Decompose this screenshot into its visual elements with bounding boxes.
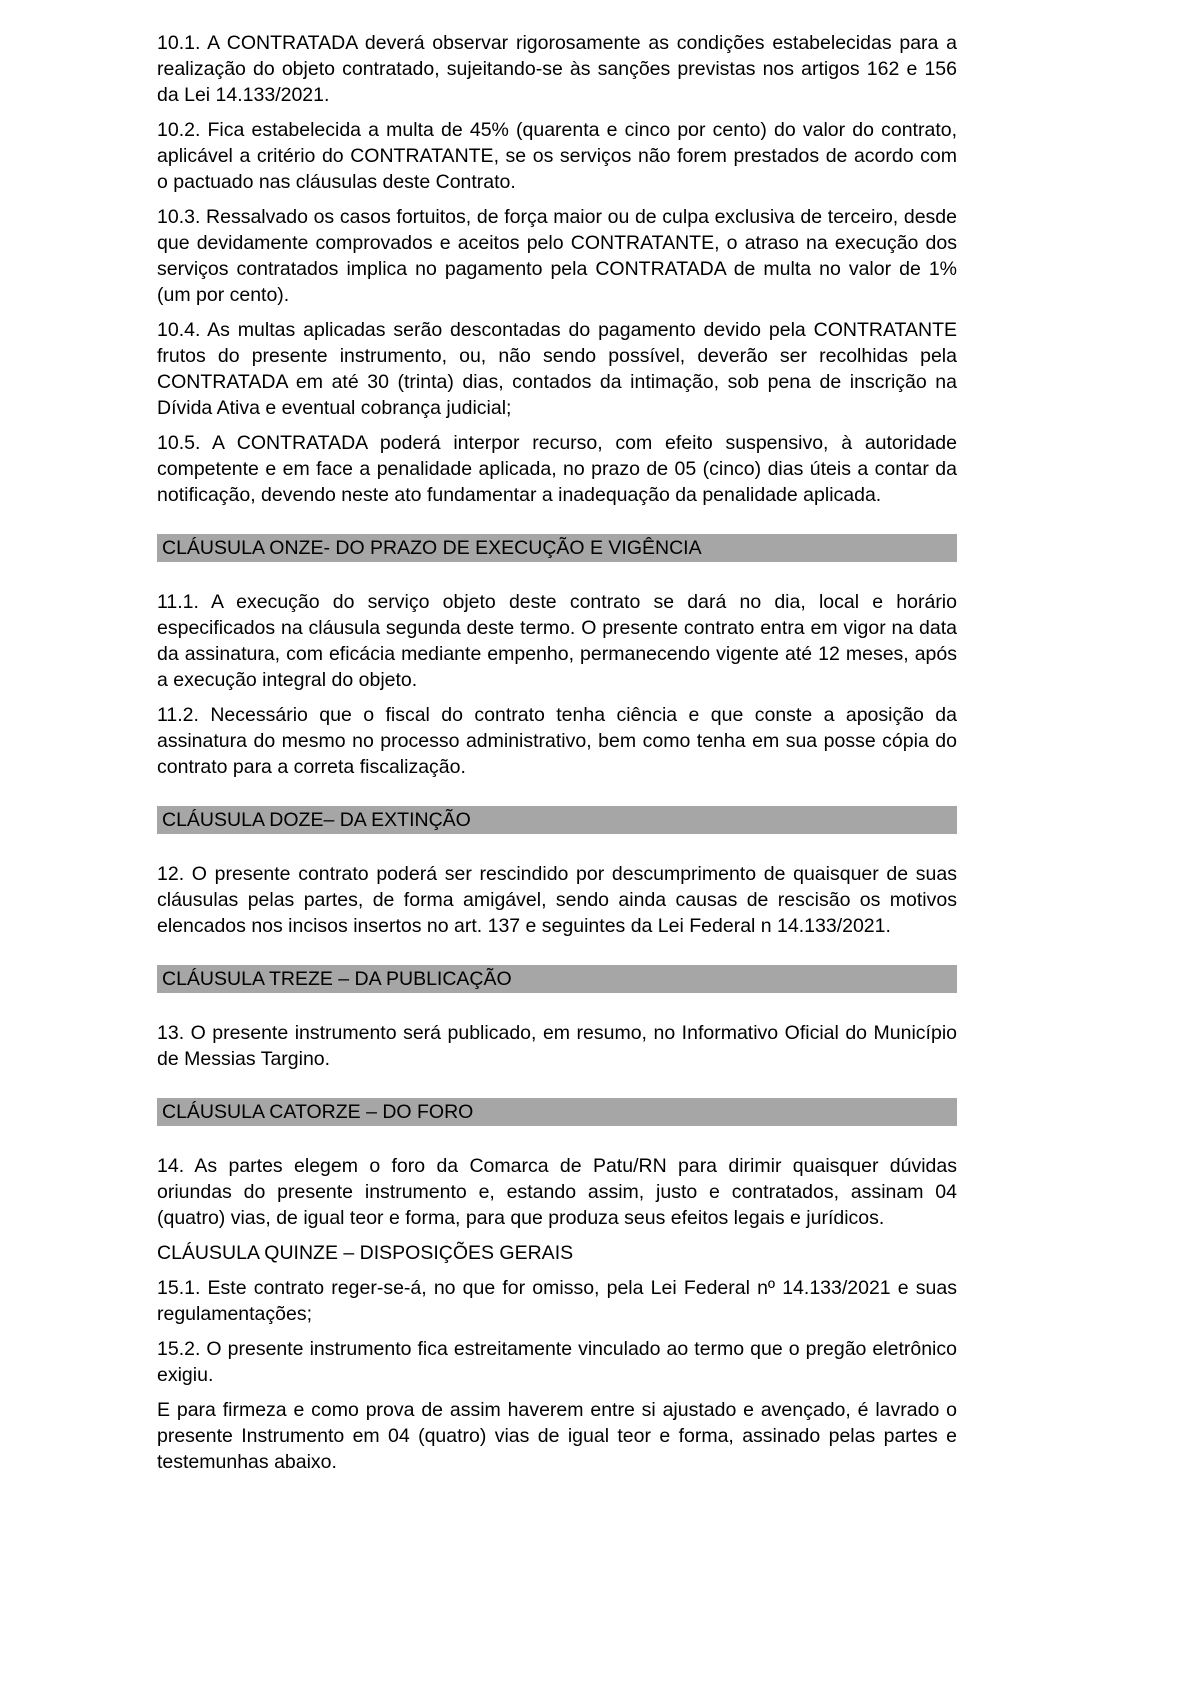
clause-heading-onze: CLÁUSULA ONZE- DO PRAZO DE EXECUÇÃO E VIGÊNCIA	[157, 534, 957, 562]
contract-paragraph-15-1: 15.1. Este contrato reger-se-á, no que for omisso, pela Lei Federal nº 14.133/2021 e suas regulamentações;	[157, 1277, 957, 1325]
contract-paragraph-10-4: 10.4. As multas aplicadas serão descontadas do pagamento devido pela CONTRATANTE frutos do presente instrumento, ou, não sendo possível, deverão ser recolhidas pela CONTRATADA em até 30 (trinta) dias, contados da intimação, sob pena de inscrição na Dívida Ativa e eventual cobrança judicial;	[157, 319, 957, 419]
contract-paragraph-10-1: 10.1. A CONTRATADA deverá observar rigorosamente as condições estabelecidas para a realização do objeto contratado, sujeitando-se às sanções previstas nos artigos 162 e 156 da Lei 14.133/2021.	[157, 32, 957, 106]
contract-paragraph-11-1: 11.1. A execução do serviço objeto deste contrato se dará no dia, local e horário especificados na cláusula segunda deste termo. O presente contrato entra em vigor na data da assinatura, com eficácia mediante empenho, permanecendo vigente até 12 meses, após a execução integral do objeto.	[157, 591, 957, 691]
contract-paragraph-12: 12. O presente contrato poderá ser rescindido por descumprimento de quaisquer de suas cláusulas pelas partes, de forma amigável, sendo ainda causas de rescisão os motivos elencados nos incisos insertos no art. 137 e seguintes da Lei Federal n 14.133/2021.	[157, 863, 957, 937]
clause-heading-treze: CLÁUSULA TREZE – DA PUBLICAÇÃO	[157, 965, 957, 993]
contract-paragraph-closing: E para firmeza e como prova de assim haverem entre si ajustado e avençado, é lavrado o presente Instrumento em 04 (quatro) vias de igual teor e forma, assinado pelas partes e testemunhas abaixo.	[157, 1399, 957, 1473]
contract-paragraph-15-2: 15.2. O presente instrumento fica estreitamente vinculado ao termo que o pregão eletrônico exigiu.	[157, 1338, 957, 1386]
contract-paragraph-14: 14. As partes elegem o foro da Comarca de Patu/RN para dirimir quaisquer dúvidas oriundas do presente instrumento e, estando assim, justo e contratados, assinam 04 (quatro) vias, de igual teor e forma, para que produza seus efeitos legais e jurídicos.	[157, 1155, 957, 1229]
contract-paragraph-10-2: 10.2. Fica estabelecida a multa de 45% (quarenta e cinco por cento) do valor do contrato, aplicável a critério do CONTRATANTE, se os serviços não forem prestados de acordo com o pactuado nas cláusulas deste Contrato.	[157, 119, 957, 193]
contract-paragraph-10-3: 10.3. Ressalvado os casos fortuitos, de força maior ou de culpa exclusiva de terceiro, desde que devidamente comprovados e aceitos pelo CONTRATANTE, o atraso na execução dos serviços contratados implica no pagamento pela CONTRATADA de multa no valor de 1% (um por cento).	[157, 206, 957, 306]
contract-paragraph-10-5: 10.5. A CONTRATADA poderá interpor recurso, com efeito suspensivo, à autoridade competente e em face a penalidade aplicada, no prazo de 05 (cinco) dias úteis a contar da notificação, devendo neste ato fundamentar a inadequação da penalidade aplicada.	[157, 432, 957, 506]
clause-heading-doze: CLÁUSULA DOZE– DA EXTINÇÃO	[157, 806, 957, 834]
contract-body	[157, 30, 957, 1484]
clause-heading-quinze: CLÁUSULA QUINZE – DISPOSIÇÕES GERAIS	[157, 1242, 574, 1264]
contract-paragraph-11-2: 11.2. Necessário que o fiscal do contrato tenha ciência e que conste a aposição da assinatura do mesmo no processo administrativo, bem como tenha em sua posse cópia do contrato para a correta fiscalização.	[157, 704, 957, 778]
contract-paragraph-13: 13. O presente instrumento será publicado, em resumo, no Informativo Oficial do Município de Messias Targino.	[157, 1022, 957, 1070]
clause-heading-catorze: CLÁUSULA CATORZE – DO FORO	[157, 1098, 957, 1126]
